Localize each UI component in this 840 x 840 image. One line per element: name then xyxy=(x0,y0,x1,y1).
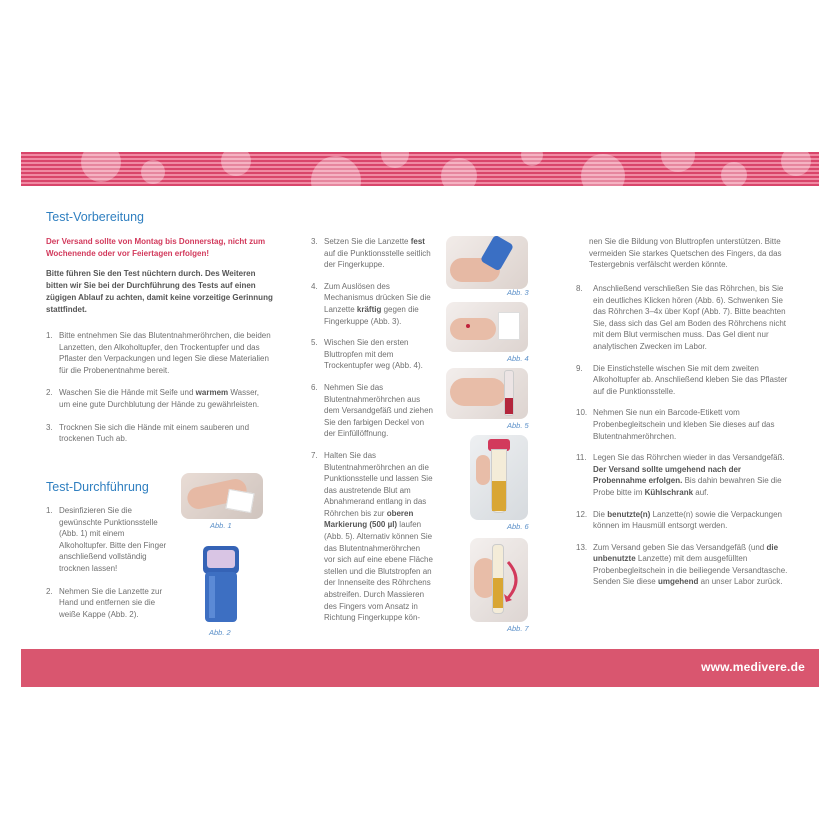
figure-abb7-caption: Abb. 7 xyxy=(507,624,529,633)
step-text: Wischen Sie den ersten Bluttropfen mit dem Trockentupfer weg (Abb. 4). xyxy=(324,338,423,371)
step-item xyxy=(576,452,795,498)
step-number: 9. xyxy=(576,363,583,373)
figure-abb3-caption: Abb. 3 xyxy=(507,288,529,297)
step-item xyxy=(576,363,795,398)
step-emphasis: Der Versand sollte umgehend nach der Probennahme erfolgen. xyxy=(593,464,742,486)
step-item xyxy=(46,586,174,621)
step-number: 3. xyxy=(46,422,53,432)
step-emphasis: benutzte(n) xyxy=(607,509,651,519)
section-title-execution: Test-Durchführung xyxy=(46,480,149,494)
figure-abb5-photo xyxy=(446,368,528,419)
figure-abb3-photo xyxy=(446,236,528,289)
step-emphasis: die unbenutzte xyxy=(593,542,779,564)
step-item xyxy=(576,283,795,353)
figure-abb4-caption: Abb. 4 xyxy=(507,354,529,363)
step-number: 5. xyxy=(311,338,318,348)
step-item xyxy=(46,422,272,445)
step-text: Trocknen Sie sich die Hände mit einem sauberen und trockenen Tuch ab. xyxy=(59,422,250,444)
lancet-icon xyxy=(196,546,246,624)
step-number: 3. xyxy=(311,237,318,246)
step-number: 2. xyxy=(46,586,53,596)
step-text: Anschließend verschließen Sie das Röhrchen, bis Sie ein deutliches Klicken hören (Abb. 6). Schwenken Sie das Röhrchen 3–4x über Kopf (Abb. 7). Bitte beachten Sie, dass sich das Gel am Boden des Röhrchens nicht mit dem Blut vermischen muss. Das Gel dient nur analytischen Zwecken im Labor. xyxy=(593,284,786,351)
step-emphasis: fest xyxy=(410,237,425,246)
step-text: Wasser, um eine gute Durchblutung der Hände zu gewährleisten. xyxy=(59,388,260,409)
step-text: Bis dahin bewahren Sie die Probe bitte im xyxy=(593,476,782,497)
step-text: Zum Versand geben Sie das Versandgefäß (und xyxy=(593,542,767,552)
intro-text: Bitte führen Sie den Test nüchtern durch. Des Weiteren bitten wir Sie bei der Durchführung des Tests auf einen zügigen Ablauf zu achten, damit keine vorzeitige Gerinnung stattfindet. xyxy=(46,269,273,314)
execution-steps-col2 xyxy=(311,236,433,634)
website-link[interactable]: www.medivere.de xyxy=(701,660,805,674)
step-text: Bitte entnehmen Sie das Blutentnahmeröhrchen, die beiden Lanzetten, den Alkoholtupfer, den Trockentupfer und das Pflaster den Verpackungen und legen Sie diese Materialien für die Probenentnahme bereit. xyxy=(59,331,271,375)
step-text: auf die Punktionsstelle seitlich der Fingerkuppe. xyxy=(324,248,431,270)
preparation-steps xyxy=(46,330,272,456)
step-item xyxy=(576,407,795,442)
step-text: Waschen Sie die Hände mit Seife und xyxy=(59,388,196,398)
execution-steps-col3 xyxy=(576,283,795,598)
step-emphasis: warmem xyxy=(195,388,229,398)
continuation-text: nen Sie die Bildung von Bluttropfen unterstützen. Bitte vermeiden Sie starkes Quetschen des Fingers, da das Testergebnis verfälscht werden könnte. xyxy=(589,237,782,270)
step-number: 2. xyxy=(46,388,53,398)
figure-abb2-caption: Abb. 2 xyxy=(209,628,231,637)
step-text: Die Einstichstelle wischen Sie mit dem zweiten Alkoholtupfer ab. Anschließend kleben Sie das Pflaster auf die Punktionsstelle. xyxy=(593,363,788,396)
step-number: 7. xyxy=(311,450,318,460)
figure-abb5-caption: Abb. 5 xyxy=(507,421,529,430)
step-text: an unser Labor zurück. xyxy=(698,577,783,587)
step-text: Desinfizieren Sie die gewünschte Punktionsstelle (Abb. 1) mit einem Alkoholtupfer. Bitte den Finger anschließend vollständig trocknen lassen! xyxy=(59,506,167,573)
step-number: 10. xyxy=(576,408,588,418)
step-text: Setzen Sie die Lanzette xyxy=(324,237,411,246)
rotate-arrow-icon xyxy=(504,558,526,602)
footer-band xyxy=(21,649,819,687)
step-number: 11. xyxy=(576,453,587,463)
step-emphasis: oberen Markierung (500 µl) xyxy=(324,508,414,530)
step-number: 1. xyxy=(46,506,53,515)
figure-abb4-photo xyxy=(446,302,528,352)
step-number: 8. xyxy=(576,284,583,293)
step-number: 13. xyxy=(576,542,588,552)
step-text: Lanzette) mit dem ausgefüllten Probenbegleitschein in die beiliegende Versandtasche. Senden Sie diese xyxy=(593,554,788,587)
step-number: 4. xyxy=(311,281,318,291)
step-item xyxy=(311,281,433,327)
shipping-notice: Der Versand sollte von Montag bis Donnerstag, nicht zum Wochenende oder vor Feiertagen erfolgen! xyxy=(46,237,266,258)
figure-abb6-caption: Abb. 6 xyxy=(507,522,529,531)
figure-abb7-photo xyxy=(470,538,528,622)
step-item xyxy=(311,450,433,624)
step-text: auf. xyxy=(693,487,709,497)
step-item xyxy=(311,236,433,271)
figure-abb6-photo xyxy=(470,435,528,520)
step-item xyxy=(311,382,433,440)
step-item xyxy=(46,387,272,410)
step-text: Nehmen Sie die Lanzette zur Hand und entfernen sie die weiße Kappe (Abb. 2). xyxy=(59,586,163,619)
step-number: 1. xyxy=(46,331,53,340)
step-text: laufen (Abb. 5). Alternativ können Sie das Blutentnahmeröhrchen vor sich auf eine ebene Fläche stellen und die Blutstropfen an der Innenseite des Röhrchens abstreifen. Durch Massieren des Fingers vom Ansatz in Richtung Fingerkuppe kön- xyxy=(324,520,433,623)
step-emphasis: umgehend xyxy=(657,577,699,587)
step-item xyxy=(576,542,795,588)
step-text: Nehmen Sie nun ein Barcode-Etikett vom Probenbegleitschein und kleben Sie dieses auf das Blutentnahmeröhrchen. xyxy=(593,408,775,441)
step-item xyxy=(46,330,272,376)
step-text: Legen Sie das Röhrchen wieder in das Versandgefäß. xyxy=(593,453,785,463)
step-text: Lanzette(n) sowie die Verpackungen können im Hausmüll entsorgt werden. xyxy=(593,509,782,531)
header-band xyxy=(21,152,819,186)
figure-abb1-caption: Abb. 1 xyxy=(210,521,232,530)
step-item xyxy=(576,509,795,532)
figure-abb1-photo xyxy=(181,473,263,519)
step-text: Halten Sie das Blutentnahmeröhrchen an die Punktionsstelle und lassen Sie das austretende Blut am Abnahmerand entlang in das Röhrchen bis zur xyxy=(324,450,433,518)
step-text: Nehmen Sie das Blutentnahmeröhrchen aus dem Versandgefäß und ziehen Sie den farbigen Deckel von der Einfüllöffnung. xyxy=(324,382,433,439)
step-item xyxy=(311,337,433,372)
step-text: Zum Auslösen des Mechanismus drücken Sie die Lanzette xyxy=(324,281,431,314)
step-text: gegen die Fingerkuppe (Abb. 3). xyxy=(324,304,419,326)
step-item xyxy=(46,505,174,575)
step-emphasis: Kühlschrank xyxy=(644,487,694,497)
step-number: 6. xyxy=(311,382,318,392)
step-text: Die xyxy=(593,509,608,519)
step-emphasis: kräftig xyxy=(356,304,382,314)
execution-steps-col1 xyxy=(46,505,174,631)
section-title-preparation: Test-Vorbereitung xyxy=(46,210,144,224)
step-number: 12. xyxy=(576,509,588,519)
